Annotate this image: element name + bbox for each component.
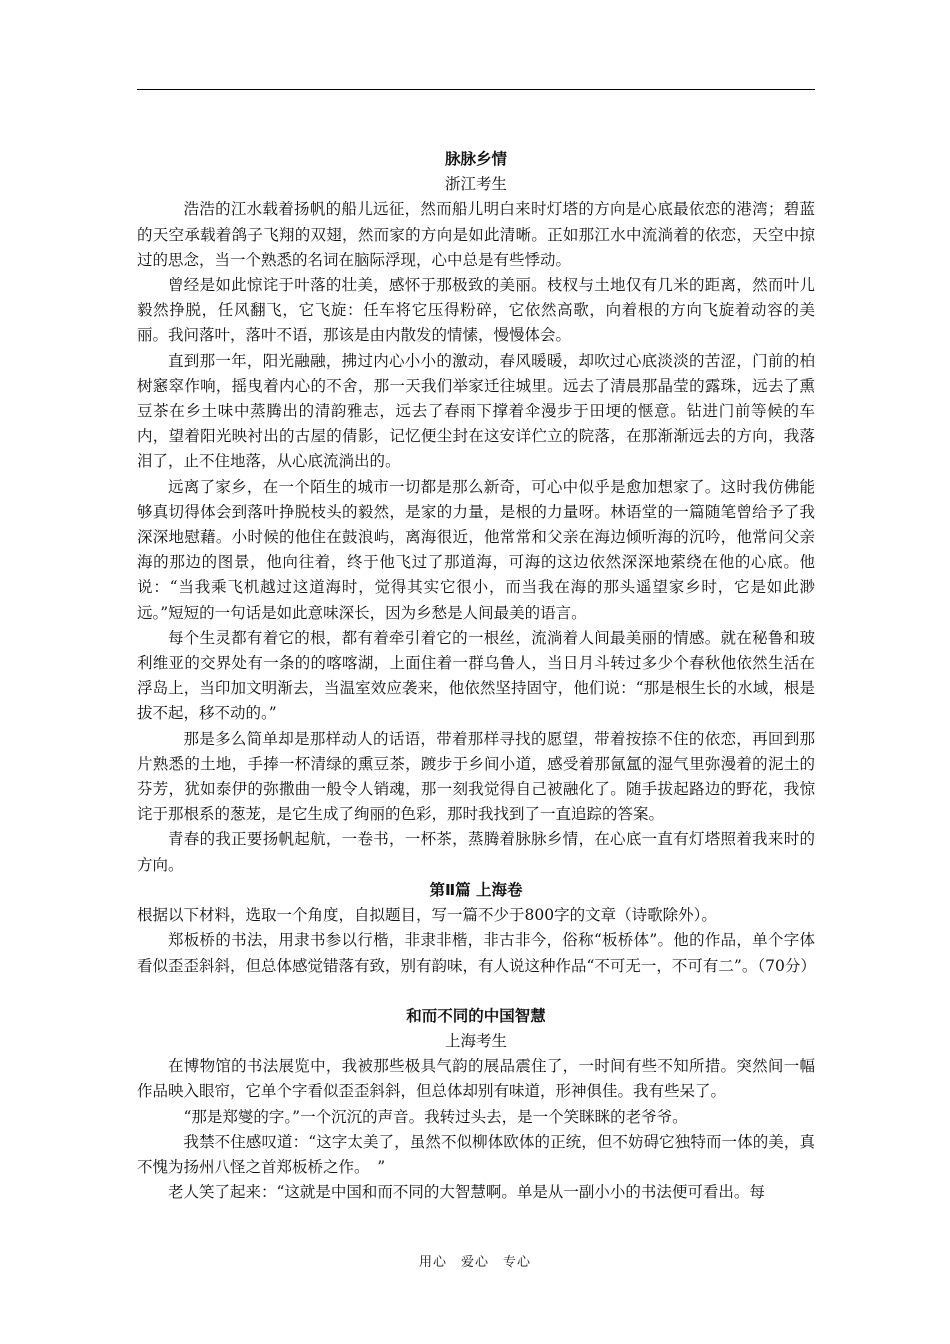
paragraph: 曾经是如此惊诧于叶落的壮美，感怀于那极致的美丽。枝杈与土地仅有几米的距离，然而叶儿毅然挣脱，任风翻飞，它飞旋：任车将它压得粉碎，它依然高歌，向着根的方向飞旋着动容的美丽。我问落叶，落叶不语，那该是由内散发的情愫，慢慢体会。 <box>137 276 815 345</box>
paragraph: 远离了家乡，在一个陌生的城市一切都是那么新奇，可心中似乎是愈加想家了。这时我仿佛能够真切得体会到落叶挣脱枝头的毅然，是家的力量，是根的力量呀。林语堂的一篇随笔曾给予了我深深地慰藉。小时候的他住在鼓浪屿，离海很近，他常常和父亲在海边倾听海的沉吟，他常问父亲海的那边的图景，他向往着，终于他飞过了那道海，可海的这边依然深深地萦绕在他的心底。他说：“当我乘飞机越过这道海时，觉得其实它很小，而当我在海的那头遥望家乡时，它是如此渺远。”短短的一句话是如此意味深长，因为乡愁是人间最美的语言。 <box>137 477 815 622</box>
paragraph: 那是多么简单却是那样动人的话语，带着那样寻找的愿望，带着按捺不住的依恋，再回到那片熟悉的土地，手捧一杯清绿的熏豆茶，踱步于乡间小道，感受着那氤氲的湿气里弥漫着的泥土的芬芳，犹如泰伊的弥撒曲一般令人销魂，那一刻我觉得自己被融化了。随手拔起路边的野花，我惊诧于那根系的葱茏，是它生成了绚丽的色彩，那时我找到了一直追踪的答案。 <box>137 729 815 824</box>
header-rule <box>137 89 815 90</box>
paragraph: 在博物馆的书法展览中，我被那些极具气韵的展品震住了，一时间有些不知所措。突然间一幅作品映入眼帘，它单个字看似歪歪斜斜，但总体却别有味道，形神俱佳。我有些呆了。 <box>137 1057 815 1101</box>
document-body <box>137 147 815 1205</box>
paragraph: 青春的我正要扬帆起航，一卷书，一杯茶，蒸腾着脉脉乡情，在心底一直有灯塔照着我来时的方向。 <box>137 830 815 874</box>
paragraph: 我禁不住感叹道：“这字太美了，虽然不似柳体欧体的正统，但不妨碍它独特而一体的美，真不愧为扬州八怪之首郑板桥之作。 ” <box>137 1132 815 1176</box>
essay-title: 和而不同的中国智慧 <box>406 1006 546 1025</box>
essay-author: 浙江考生 <box>444 175 507 194</box>
paragraph: 每个生灵都有着它的根，都有着牵引着它的一根丝，流淌着人间最美丽的情感。就在秘鲁和玻利维亚的交界处有一条的的喀喀湖，上面住着一群乌鲁人，当日月斗转过多少个春秋他依然生活在浮岛上，当印加文明渐去，当温室效应袭来，他依然坚持固守，他们说：“那是根生长的水域，根是拔不起，移不动的。” <box>137 628 815 723</box>
paragraph: 老人笑了起来：“这就是中国和而不同的大智慧啊。单是从一副小小的书法便可看出。每 <box>168 1183 765 1202</box>
essay-title: 脉脉乡情 <box>444 150 507 168</box>
spacer <box>137 979 815 1004</box>
essay-author: 上海考生 <box>444 1031 507 1050</box>
essay-prompt: 根据以下材料，选取一个角度，自拟题目，写一篇不少于800字的文章（诗歌除外）。 <box>137 906 717 925</box>
paragraph: 浩浩的江水载着扬帆的船儿远征，然而船儿明白来时灯塔的方向是心底最依恋的港湾；碧蓝的天空承载着鸽子飞翔的双翅，然而家的方向是如此清晰。正如那江水中流淌着的依恋，天空中掠过的思念，当一个熟悉的名词在脑际浮现，心中总是有些悸动。 <box>137 200 815 269</box>
paragraph: 直到那一年，阳光融融，拂过内心小小的激动，春风暖暖，却吹过心底淡淡的苦涩，门前的柏树窸窣作响，摇曳着内心的不舍，那一天我们举家迁往城里。远去了清晨那晶莹的露珠，远去了熏豆茶在乡土味中蒸腾出的清韵雅志，远去了春雨下撑着伞漫步于田埂的惬意。钻进门前等候的车内，望着阳光映衬出的古屋的倩影，记忆便尘封在这安详伫立的院落，在那渐渐远去的方向，我落泪了，止不住地落，从心底流淌出的。 <box>137 351 815 471</box>
paragraph: “那是郑燮的字。”一个沉沉的声音。我转过头去，是一个笑眯眯的老爷爷。 <box>183 1107 688 1126</box>
section-heading: 第Ⅱ篇 上海卷 <box>429 880 523 899</box>
page-footer: 用心 爱心 专心 <box>418 1255 531 1270</box>
prompt-material: 郑板桥的书法，用隶书参以行楷，非隶非楷，非古非今，俗称“板桥体”。他的作品，单个字体看似歪歪斜斜，但总体感觉错落有致，别有韵味，有人说这种作品“不可无一，不可有二”。（70分） <box>137 931 816 975</box>
